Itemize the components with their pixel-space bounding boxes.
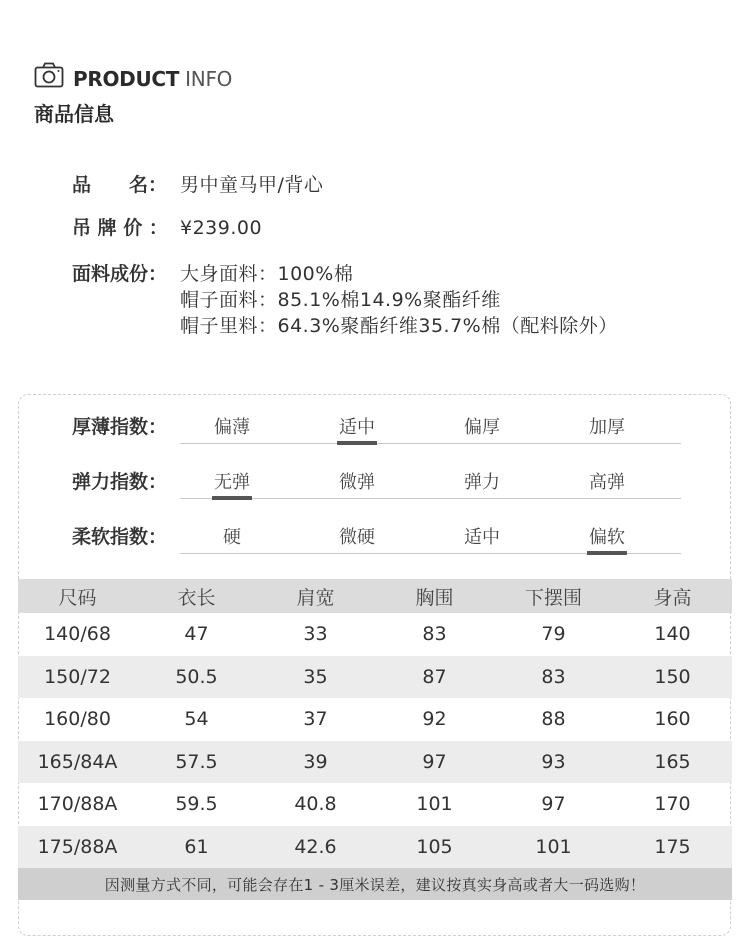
table-cell: 79 <box>541 623 566 646</box>
table-cell: 150/72 <box>44 665 111 688</box>
table-cell: 101 <box>416 793 453 816</box>
elasticity-option: 无弹 <box>214 472 250 493</box>
softness-option: 微硬 <box>339 527 375 548</box>
table-cell: 40.8 <box>294 793 337 816</box>
table-cell: 105 <box>416 835 453 858</box>
table-cell: 42.6 <box>294 835 337 858</box>
table-row <box>18 613 732 656</box>
thickness-option: 偏厚 <box>464 417 500 438</box>
column-header: 衣长 <box>177 586 216 609</box>
column-header: 下摆围 <box>524 586 582 609</box>
table-cell: 35 <box>303 665 328 688</box>
thickness-option: 偏薄 <box>214 417 250 438</box>
table-cell: 88 <box>541 708 566 731</box>
column-header: 胸围 <box>415 586 454 609</box>
table-cell: 92 <box>422 708 447 731</box>
table-cell: 93 <box>541 750 566 773</box>
table-cell: 140 <box>654 623 691 646</box>
table-cell: 97 <box>422 750 447 773</box>
table-cell: 165/84A <box>37 750 118 773</box>
table-cell: 83 <box>541 665 566 688</box>
table-cell: 160/80 <box>44 708 111 731</box>
thickness-scale-line <box>180 443 681 444</box>
column-header: 身高 <box>653 586 692 609</box>
table-cell: 37 <box>303 708 328 731</box>
elasticity-scale-line <box>180 498 681 499</box>
column-header: 尺码 <box>58 586 97 609</box>
table-row <box>18 783 732 826</box>
elasticity-option: 微弹 <box>339 472 375 493</box>
column-header: 肩宽 <box>296 586 335 609</box>
table-row <box>18 698 732 741</box>
thickness-selected-marker <box>337 441 377 445</box>
table-cell: 61 <box>184 835 209 858</box>
table-cell: 165 <box>654 750 691 773</box>
fabric-line: 大身面料：100%棉 <box>180 263 354 285</box>
table-header-row <box>18 579 732 613</box>
softness-option: 偏软 <box>589 527 625 548</box>
elasticity-option: 高弹 <box>589 472 625 493</box>
table-cell: 87 <box>422 665 447 688</box>
table-cell: 150 <box>654 665 691 688</box>
table-row <box>18 656 732 699</box>
table-cell: 59.5 <box>175 793 218 816</box>
softness-index-label: 柔软指数： <box>72 526 168 548</box>
fabric-line: 帽子里料：64.3%聚酯纤维35.7%棉（配料除外） <box>180 315 618 337</box>
table-cell: 170 <box>654 793 691 816</box>
fabric-label: 面料成份： <box>72 263 168 285</box>
softness-option: 适中 <box>464 527 500 548</box>
elasticity-index-label: 弹力指数： <box>72 471 168 493</box>
product-name-value: 男中童马甲/背心 <box>180 174 324 196</box>
thickness-index-label: 厚薄指数： <box>72 416 168 438</box>
size-table <box>18 579 732 900</box>
thickness-option: 加厚 <box>589 417 625 438</box>
table-cell: 175 <box>654 835 691 858</box>
table-cell: 57.5 <box>175 750 218 773</box>
section-subtitle: 商品信息 <box>34 102 114 126</box>
price-value: ¥239.00 <box>180 217 263 239</box>
price-label: 吊 牌 价 ： <box>72 217 168 239</box>
measurement-note: 因测量方式不同，可能会存在1 - 3厘米误差，建议按真实身高或者大一码选购！ <box>18 868 732 900</box>
product-name-label: 品 名： <box>72 174 168 196</box>
softness-selected-marker <box>587 551 627 555</box>
elasticity-option: 弹力 <box>464 472 500 493</box>
table-cell: 47 <box>184 623 209 646</box>
table-row <box>18 826 732 869</box>
table-cell: 54 <box>184 708 209 731</box>
table-cell: 170/88A <box>37 793 118 816</box>
section-title-light: INFO <box>179 67 233 91</box>
table-cell: 50.5 <box>175 665 218 688</box>
table-cell: 101 <box>535 835 572 858</box>
camera-icon <box>34 62 64 88</box>
section-title <box>73 66 232 92</box>
section-title-bold: PRODUCT <box>73 67 180 91</box>
table-cell: 33 <box>303 623 328 646</box>
table-cell: 39 <box>303 750 328 773</box>
softness-option: 硬 <box>223 527 241 548</box>
elasticity-selected-marker <box>212 496 252 500</box>
table-cell: 140/68 <box>44 623 111 646</box>
table-cell: 175/88A <box>37 835 118 858</box>
fabric-line: 帽子面料：85.1%棉14.9%聚酯纤维 <box>180 289 501 311</box>
table-cell: 160 <box>654 708 691 731</box>
table-cell: 97 <box>541 793 566 816</box>
thickness-option: 适中 <box>339 417 375 438</box>
table-cell: 83 <box>422 623 447 646</box>
table-row <box>18 741 732 784</box>
